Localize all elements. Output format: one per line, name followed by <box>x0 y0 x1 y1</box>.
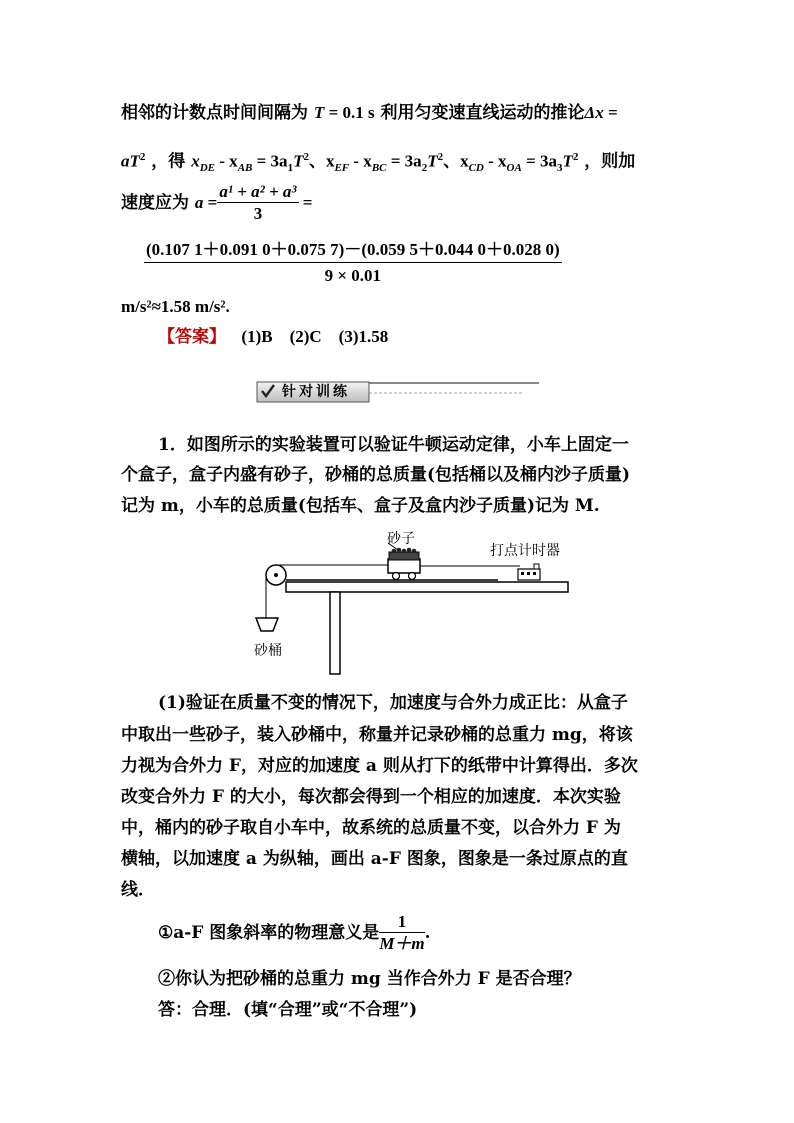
sub: 3 <box>557 162 563 175</box>
table-top <box>286 582 568 592</box>
fraction-numerator: (0.107 1＋0.091 0＋0.075 7)－(0.059 5＋0.044 0＋0.028 0) <box>144 238 562 263</box>
question-2: ②你认为把砂桶的总重力 mg 当作合外力 F 是否合理？ <box>158 969 581 989</box>
var-a: a <box>194 193 204 212</box>
fraction-slope <box>379 912 424 955</box>
sub: CD <box>468 162 484 175</box>
sub: 1 <box>287 162 294 175</box>
sup: 2 <box>303 151 309 163</box>
paragraph-line: 1．如图所示的实验装置可以验证牛顿运动定律，小车上固定一 <box>158 435 629 455</box>
paragraph-line: 记为 m，小车的总质量(包括车、盒子及盒内沙子质量)记为 M. <box>121 496 600 516</box>
text: = 0.1 s <box>324 103 375 122</box>
text: = <box>298 193 313 212</box>
text: - x <box>349 151 372 171</box>
text: ，则加 <box>578 151 636 172</box>
paragraph-line: 改变合外力 F 的大小，每次都会得到一个相应的加速度．本次实验 <box>121 787 621 807</box>
cart <box>388 559 420 573</box>
sub: DE <box>199 162 216 175</box>
text: 利用匀变速直线运动的推论 <box>374 103 585 123</box>
fraction-denominator: 9 × 0.01 <box>324 266 382 285</box>
text: 、x <box>443 151 469 171</box>
solution-line-1 <box>121 100 618 126</box>
sub: AB <box>237 162 253 175</box>
label-sand: 砂子 <box>387 531 415 547</box>
paragraph-line: 中取出一些砂子，装入砂桶中，称量并记录砂桶的总重力 mg，将该 <box>121 725 633 745</box>
text: 速度应为 <box>121 193 195 213</box>
text: - x <box>215 151 238 171</box>
fraction-denominator: M＋m <box>379 934 425 953</box>
fraction-denominator: 3 <box>253 204 263 223</box>
sup: 2 <box>572 151 579 163</box>
paragraph-line: 中，桶内的砂子取自小车中，故系统的总质量不变，以合外力 F 为 <box>121 818 621 838</box>
sub: EF <box>334 162 350 175</box>
answer-text: (1)B (2)C (3)1.58 <box>241 327 389 346</box>
text: = 3a <box>521 151 557 171</box>
paragraph-line: 线． <box>121 880 155 900</box>
sand-bucket <box>256 618 278 631</box>
var: T <box>562 151 573 171</box>
sup: 2 <box>139 151 146 163</box>
paragraph-line: 个盒子，盒子内盛有砂子，砂桶的总质量(包括桶以及桶内沙子质量) <box>121 465 631 485</box>
text: ①a-F 图象斜率的物理意义是 <box>158 923 380 943</box>
big-fraction <box>144 238 562 289</box>
var-dx: Δx <box>584 103 604 122</box>
text: 、x <box>308 151 335 171</box>
solution-line-2 <box>121 144 635 181</box>
solution-line-3 <box>121 180 312 226</box>
sup: 2 <box>437 151 444 163</box>
fraction-average <box>217 182 298 225</box>
fraction-numerator: a¹ + a² + a³ <box>219 182 297 201</box>
var: aT <box>121 151 140 171</box>
paragraph-line: 力视为合外力 F，对应的加速度 a 则从打下的纸带中计算得出．多次 <box>121 756 638 776</box>
paragraph-line: 横轴，以加速度 a 为纵轴，画出 a-F 图象，图象是一条过原点的直 <box>121 849 628 869</box>
solution-line-5: m/s²≈1.58 m/s². <box>121 297 230 316</box>
fraction <box>144 238 562 289</box>
text: = <box>203 193 218 212</box>
sub: BC <box>371 162 387 175</box>
banner-title: 针对训练 <box>282 384 350 400</box>
fraction-numerator: 1 <box>379 912 424 933</box>
sub: OA <box>506 162 522 175</box>
var: T <box>293 151 304 171</box>
section-banner <box>256 381 539 403</box>
paragraph-line: (1)验证在质量不变的情况下，加速度与合外力成正比：从盒子 <box>158 693 628 713</box>
text: . <box>424 923 431 943</box>
label-bucket: 砂桶 <box>254 643 282 659</box>
text: 相邻的计数点时间间隔为 <box>121 103 314 123</box>
sub: 2 <box>421 162 428 175</box>
answer-label: 【答案】 <box>158 327 226 347</box>
text: - x <box>483 151 507 171</box>
var: T <box>427 151 438 171</box>
text: = <box>603 103 618 122</box>
var-T: T <box>313 103 325 122</box>
question-1 <box>158 910 431 956</box>
text: ，得 <box>145 151 192 172</box>
text: = 3a <box>252 151 288 171</box>
answer-line <box>158 324 388 350</box>
answer-2: 答：合理．(填“合理”或“不合理”) <box>158 1000 418 1020</box>
experiment-figure <box>248 530 578 675</box>
text: = 3a <box>386 151 422 171</box>
var: x <box>191 151 200 171</box>
table-leg <box>330 592 340 674</box>
label-timer: 打点计时器 <box>490 543 560 559</box>
